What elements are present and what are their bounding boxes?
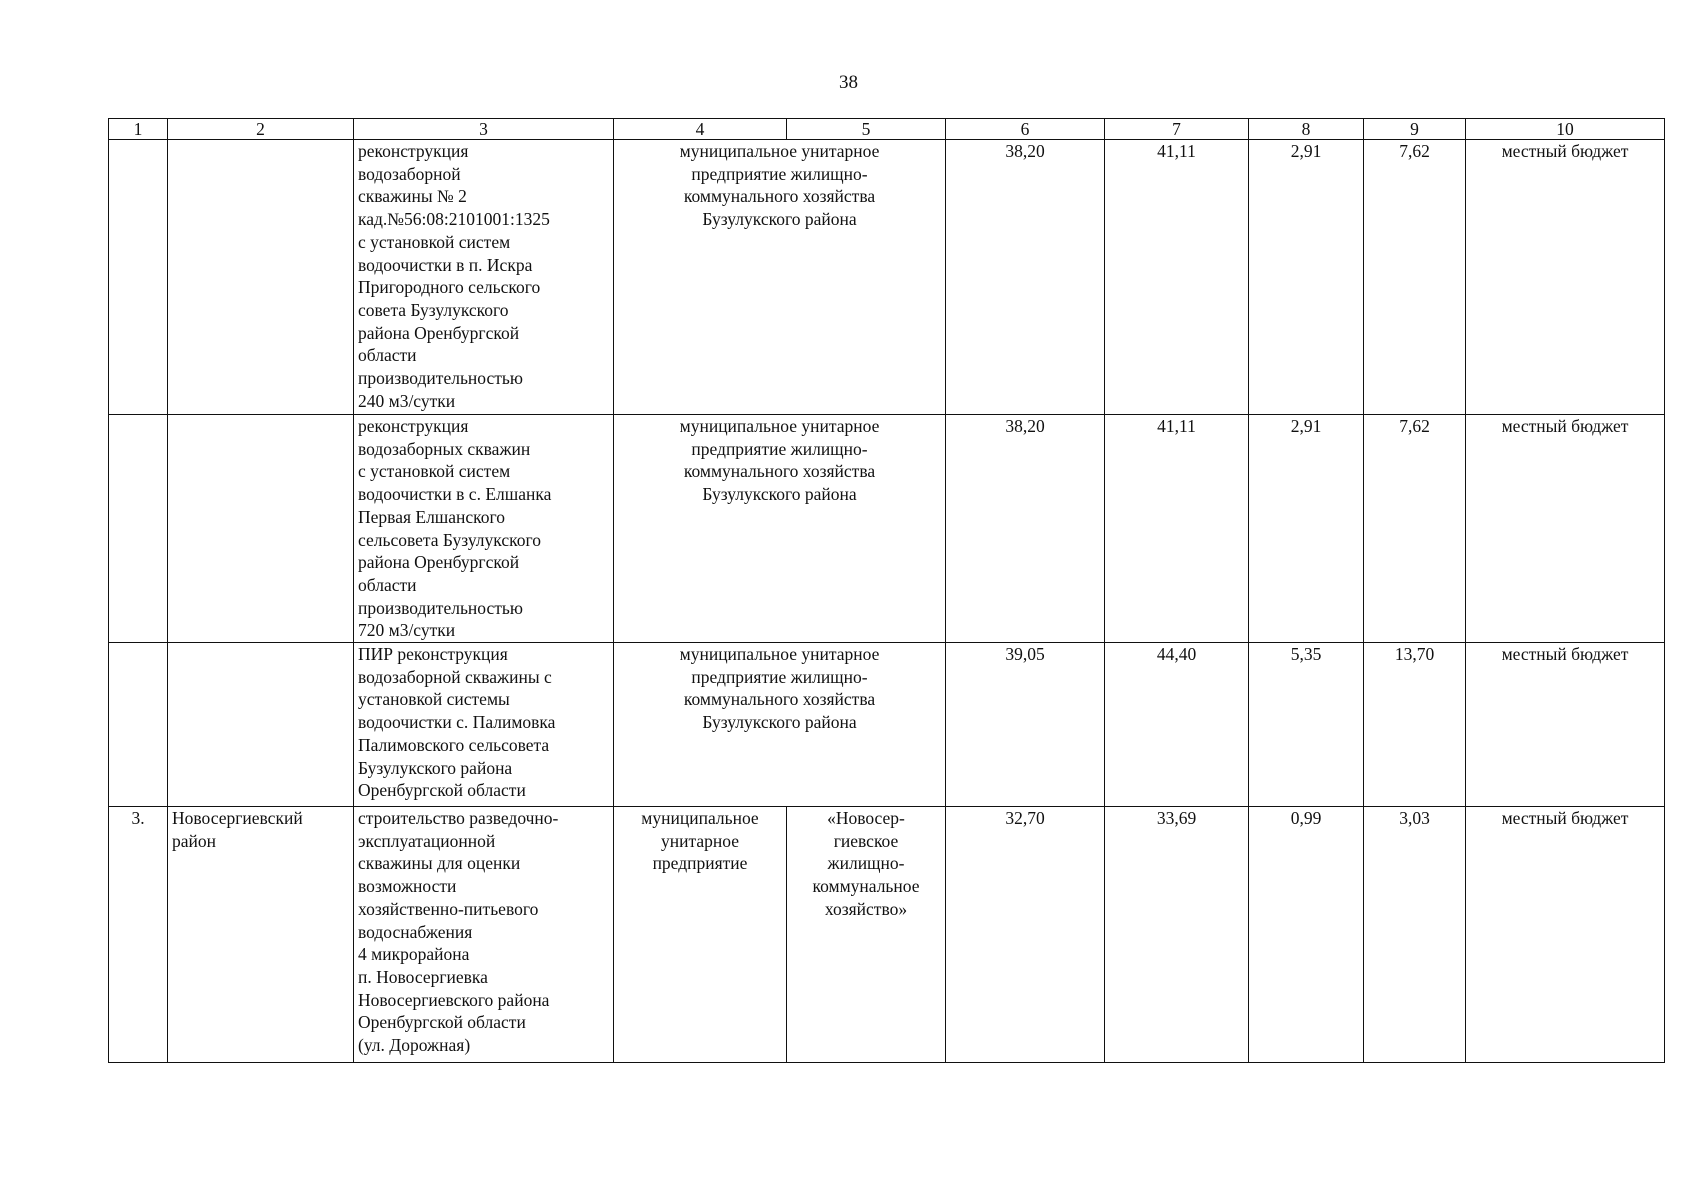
table-row bbox=[109, 807, 1665, 1063]
value-cell-9: 3,03 bbox=[1364, 807, 1466, 1063]
district-cell bbox=[168, 140, 354, 415]
value-cell-9: 13,70 bbox=[1364, 643, 1466, 807]
value-cell-9: 7,62 bbox=[1364, 140, 1466, 415]
header-cell: 9 bbox=[1364, 119, 1466, 140]
header-cell: 3 bbox=[354, 119, 614, 140]
district-cell: Новосергиевский район bbox=[168, 807, 354, 1063]
table-row bbox=[109, 140, 1665, 415]
organization-name-cell: «Новосер- гиевское жилищно- коммунальное хозяйство» bbox=[787, 807, 946, 1063]
value-cell-9: 7,62 bbox=[1364, 415, 1466, 643]
page-number: 38 bbox=[839, 72, 858, 93]
header-cell: 5 bbox=[787, 119, 946, 140]
district-cell bbox=[168, 643, 354, 807]
value-cell-7: 41,11 bbox=[1105, 415, 1249, 643]
funding-source-cell: местный бюджет bbox=[1466, 643, 1665, 807]
project-cell: реконструкция водозаборной скважины № 2 кад.№56:08:2101001:1325 с установкой систем водоочистки в п. Искра Пригородного сельского совета Бузулукского района Оренбургской области производительностью 240 м3/сутки bbox=[354, 140, 614, 415]
value-cell-8: 5,35 bbox=[1249, 643, 1364, 807]
header-cell: 4 bbox=[614, 119, 787, 140]
table-row bbox=[109, 415, 1665, 643]
header-cell: 7 bbox=[1105, 119, 1249, 140]
row-number-cell bbox=[109, 643, 168, 807]
value-cell-7: 44,40 bbox=[1105, 643, 1249, 807]
organization-cell: муниципальное унитарное предприятие жилищно- коммунального хозяйства Бузулукского района bbox=[614, 140, 946, 415]
funding-source-cell: местный бюджет bbox=[1466, 140, 1665, 415]
table-row bbox=[109, 643, 1665, 807]
organization-cell: муниципальное унитарное предприятие жилищно- коммунального хозяйства Бузулукского района bbox=[614, 415, 946, 643]
row-number-cell: 3. bbox=[109, 807, 168, 1063]
header-cell: 8 bbox=[1249, 119, 1364, 140]
organization-type-cell: муниципальное унитарное предприятие bbox=[614, 807, 787, 1063]
funding-source-cell: местный бюджет bbox=[1466, 807, 1665, 1063]
value-cell-8: 2,91 bbox=[1249, 415, 1364, 643]
header-cell: 2 bbox=[168, 119, 354, 140]
value-cell-6: 38,20 bbox=[946, 140, 1105, 415]
funding-source-cell: местный бюджет bbox=[1466, 415, 1665, 643]
row-number-cell bbox=[109, 140, 168, 415]
header-cell: 10 bbox=[1466, 119, 1665, 140]
project-cell: строительство разведочно- эксплуатационной скважины для оценки возможности хозяйственно-питьевого водоснабжения 4 микрорайона п. Новосергиевка Новосергиевского района Оренбургской области (ул. Дорожная) bbox=[354, 807, 614, 1063]
value-cell-7: 33,69 bbox=[1105, 807, 1249, 1063]
value-cell-7: 41,11 bbox=[1105, 140, 1249, 415]
project-cell: ПИР реконструкция водозаборной скважины с установкой системы водоочистки с. Палимовка Палимовского сельсовета Бузулукского района Оренбургской области bbox=[354, 643, 614, 807]
value-cell-6: 39,05 bbox=[946, 643, 1105, 807]
value-cell-8: 0,99 bbox=[1249, 807, 1364, 1063]
row-number-cell bbox=[109, 415, 168, 643]
header-cell: 1 bbox=[109, 119, 168, 140]
table-header-row bbox=[109, 119, 1665, 140]
project-cell: реконструкция водозаборных скважин с установкой систем водоочистки в с. Елшанка Первая Елшанского сельсовета Бузулукского района Оренбургской области производительностью 720 м3/сутки bbox=[354, 415, 614, 643]
value-cell-6: 32,70 bbox=[946, 807, 1105, 1063]
district-cell bbox=[168, 415, 354, 643]
value-cell-8: 2,91 bbox=[1249, 140, 1364, 415]
data-table bbox=[108, 118, 1665, 1063]
value-cell-6: 38,20 bbox=[946, 415, 1105, 643]
header-cell: 6 bbox=[946, 119, 1105, 140]
organization-cell: муниципальное унитарное предприятие жилищно- коммунального хозяйства Бузулукского района bbox=[614, 643, 946, 807]
